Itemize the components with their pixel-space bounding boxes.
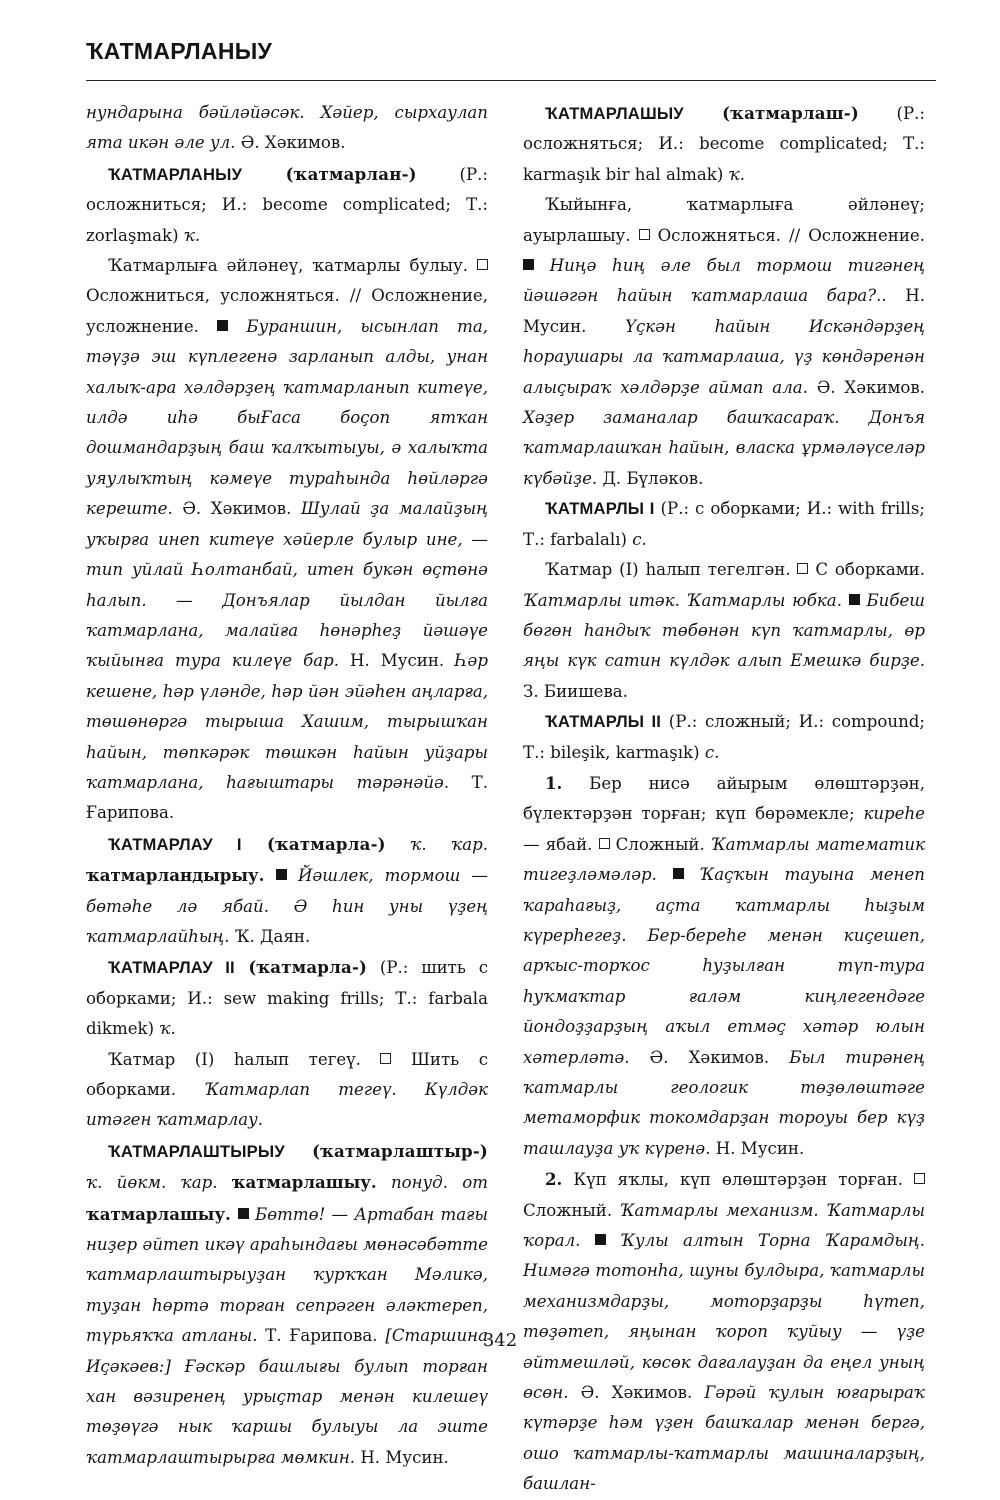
entry-katmarly-2 — [523, 707, 925, 768]
continued-entry — [86, 98, 488, 159]
russian-equivalent: Шить с оборками. — [86, 1049, 488, 1099]
source-author: Н. Мусин. — [339, 651, 456, 671]
source-author: Ҡ. Даян. — [229, 926, 311, 946]
example-text: Ҡаҫҡын тауына менеп ҡараһағыҙ, аҫта ҡатмарлы һыҙым күрерһегеҙ. Бер-береһе менән киҫешеп, арҡыс-торҡос һуҙылған түп-тура һуҡмаҡтар ғаләм киңлегендәге йондоҙҙарҙың аҡыл етмәҫ хәтәр юлын хәтерләтә. — [523, 865, 925, 1067]
entry-katmarlashtyryu — [86, 1136, 488, 1473]
example-text: Хәҙер заманалар башҡасараҡ. Донъя ҡатмарлашҡан һайын, власка ұрмәләүселәр күбәйҙе. — [523, 408, 925, 488]
source-author: Ә. Хәкимов. — [235, 133, 346, 153]
open-square-icon — [477, 259, 488, 270]
example-text: Шулай ҙа малайҙың уҡырға инеп китеүе хәйерле булыр ине, — тип уйлай Һолтанбай, итен букән өҫтөнә һалып. — Донъялар йылдан йылға ҡатмарлана, малайға һөнәрһеҙ йәшәүе ҡыйынға тура килеүе бар. — [86, 499, 489, 671]
russian-equivalent: С оборками. — [808, 560, 925, 580]
part-of-speech: с. — [632, 529, 647, 549]
entry-body — [523, 190, 925, 494]
definition: Ҡатмарлыға әйләнеү, ҡатмарлы булыу. — [108, 256, 477, 276]
headword: ҠАТМАРЛАУ I (ҡатмарла-) — [108, 833, 386, 854]
cross-reference: ҡатмарландырыу. — [86, 865, 276, 886]
definition: — ябай. — [523, 834, 599, 854]
headword: ҠАТМАРЛАШЫУ (ҡатмарлаш-) — [545, 103, 859, 123]
translations: (Р.: шить с оборками; И.: sew making frills; Т.: farbala dikmek) — [86, 958, 488, 1039]
translations: (Р.: с оборками; И.: with frills; Т.: farbalalı) — [523, 499, 925, 549]
filled-square-icon — [238, 1208, 249, 1219]
part-of-speech: ҡ. — [728, 164, 745, 184]
definition: Ҡыйынға, ҡатмарлыға әйләнеү; ауырлашыу. — [523, 195, 925, 245]
source-author: Ә. Хәкимов. — [568, 1383, 705, 1403]
part-of-speech: с. — [704, 742, 720, 762]
source-author: З. Биишева. — [523, 681, 628, 701]
example-text: Бураншин, ысынлап та, тәүҙә эш күплегенә зарланып алды, унан халыҡ-ара хәлдәрҙең ҡатмарланып китеүе, илдә иһә быҒаса боҫоп ятҡан дошмандарҙың баш ҡалҡытыуы, ә халыҡта уяулыҡтың кәмеүе тураһында һөйләргә кереште. — [86, 316, 488, 519]
definition: Күп яҡлы, күп өлөштәрҙән торған. — [562, 1170, 914, 1190]
entry-katmarlashyu — [523, 98, 925, 190]
filled-square-icon — [595, 1234, 606, 1245]
source-author: Д. Бүләков. — [597, 468, 704, 488]
source-author: Т. Ғарипова. — [257, 1326, 386, 1346]
headword: ҠАТМАРЛЫ II — [545, 712, 662, 732]
filled-square-icon — [849, 594, 860, 605]
page-number: 342 — [482, 1330, 518, 1351]
filled-square-icon — [276, 869, 287, 880]
translations: (Р.: осложняться; И.: become complicated; Т.: karmaşık bir hal almak) — [523, 104, 925, 184]
filled-square-icon — [217, 320, 228, 331]
running-head: ҠАТМАРЛАНЫУ — [86, 38, 273, 64]
part-of-speech: ҡ. — [159, 1019, 176, 1039]
open-square-icon — [914, 1173, 925, 1184]
definition: Ҡатмар (I) һалып тегеү. — [108, 1049, 381, 1069]
sense-number: 2. — [545, 1169, 563, 1190]
open-square-icon — [380, 1053, 391, 1064]
entry-body — [523, 555, 925, 707]
source-author: Ә. Хәкимов. — [172, 499, 301, 519]
example-text: [Старшина Иҫәкәев:] Ғәскәр башлығы булып торған хан вәзиренең урыҫтар менән килешеү төҙөүгә нык ҡаршы булыуы ла эште ҡатмарлаштырырға мөмкин. — [86, 1326, 488, 1467]
example-text: нундарына бәйләйәсәк. Хәйер, сырхаулап ята икән әле ул. — [86, 103, 488, 153]
cross-reference-label: ҡ. йөкм. ҡар. — [86, 1173, 232, 1193]
header-rule — [86, 80, 936, 81]
source-author: Н. Мусин. — [355, 1447, 449, 1467]
example-text: Ниңә һиң әле был тормош тигәнең йәшәгән һайын ҡатмарлаша бара?.. — [523, 256, 926, 306]
entry-body — [86, 1045, 488, 1136]
example-text: Бөттө! — Артабан тағы ниҙер әйтеп икәү араһындағы мөнәсәбәтте ҡатмарлаштырыуҙан ҡурҡҡан Мәликә, туҙан һөртә торған сепрәген әләктереп, түрьяҡҡа атланы. — [86, 1204, 489, 1346]
source-author: Ә. Хәкимов. — [629, 1047, 790, 1067]
example-text: Үҫкән һайын Искәндәрҙең һораушары ла ҡатмарлаша, үҙ көндәренән алыҫыраҡ хәлдәрҙе аймап ала. — [523, 316, 925, 397]
example-text: Ҡатмарлы математик тигеҙләмәләр. — [523, 834, 925, 885]
example-text: Ҡатмарлы механизм. Ҡатмарлы ҡорал. — [523, 1200, 925, 1251]
example-text: Был тирәнең ҡатмарлы геологик төҙөлөштәге метаморфик токомдарҙан тороуы бер күҙ ташлауҙа уҡ күренә. — [523, 1047, 925, 1158]
source-author: Н. Мусин. — [710, 1138, 805, 1158]
russian-equivalent: Сложный. — [523, 1200, 620, 1220]
example-text: Ҡатмарлап тегеү. Күлдәк итәген ҡатмарлау. — [86, 1080, 488, 1130]
example-text: Гәрәй ҡулын юғарыраҡ күтәрҙе һәм үҙен башҡалар менән бергә, ошо ҡатмарлы-ҡатмарлы машиналарҙың, башлан- — [523, 1383, 925, 1494]
entry-katmarlanyu — [86, 159, 488, 251]
translations: (Р.: сложный; И.: compound; Т.: bileşik, karmaşık) — [523, 712, 925, 762]
example-text: Ҡатмарлы итәк. Ҡатмарлы юбка. — [523, 590, 842, 610]
cross-reference-label: ҡ. ҡар. — [385, 834, 488, 854]
cross-reference-label: понуд. от — [376, 1173, 488, 1193]
russian-equivalent: Осложниться, усложняться. // Осложнение, усложнение. — [86, 286, 488, 336]
antonym-label: киреһе — [863, 804, 925, 824]
definition: Ҡатмар (I) һалып тегелгән. — [545, 560, 798, 580]
entry-katmarlau-2 — [86, 952, 488, 1044]
entry-katmarly-1 — [523, 494, 925, 555]
example-text: Бибеш бөгөн һандыҡ төбөнән күп ҡатмарлы, өр яңы күк сатин күлдәк алып Емешкә бирҙе. — [523, 590, 926, 671]
source-author: Т. Ғарипова. — [86, 772, 488, 823]
open-square-icon — [639, 229, 650, 240]
headword: ҠАТМАРЛАНЫУ (ҡатмарлан-) — [108, 163, 417, 184]
source-author: Ә. Хәкимов. — [807, 377, 926, 397]
open-square-icon — [599, 838, 610, 849]
example-text: Ҡулы алтын Торна Ҡарамдың. Нимәгә тотонһа, шуны булдыра, ҡатмарлы механизмдарҙы, моторҙарҙы һүтеп, төҙәтеп, яңынан ҡороп ҡуйыу — үҙе әйтмешләй, көсөк дағалауҙан да еңел уның өсөн. — [523, 1231, 925, 1403]
headword: ҠАТМАРЛАУ II (ҡатмарла-) — [108, 957, 368, 978]
definition: Бер нисә айырым өлөштәрҙән, бүлектәрҙән торған; күп бөрәмекле; — [523, 773, 925, 824]
part-of-speech: ҡ. — [183, 225, 201, 245]
filled-square-icon — [673, 868, 684, 879]
sense-1 — [523, 768, 925, 1164]
sense-number: 1. — [545, 772, 563, 793]
example-text: Йәшлек, тормош — бөтәһе лә ябай. Ә һин уны үҙең ҡатмарлайһың. — [86, 866, 488, 946]
entry-katmarlau-1 — [86, 829, 488, 953]
open-square-icon — [797, 563, 808, 574]
headword: ҠАТМАРЛАШТЫРЫУ (ҡатмарлаштыр-) — [108, 1140, 488, 1161]
right-column — [523, 98, 925, 1500]
translations: (Р.: осложниться; И.: become complicated; Т.: zorlaşmak) — [86, 164, 488, 245]
example-text: Һәр кешене, һәр үләнде, һәр йән эйәһен аңларға, төшөнөргә тырыша Хашим, тырышҡан һайын, төпкәрәк төшкән һайын уйҙары ҡатмарлана, һағыштары тәрәнәйә. — [86, 651, 488, 792]
filled-square-icon — [523, 259, 534, 270]
cross-reference: ҡатмарлашыу. — [231, 1172, 377, 1193]
russian-equivalent: Осложняться. // Осложнение. — [649, 225, 925, 245]
headword: ҠАТМАРЛЫ I — [545, 499, 655, 519]
source-author: Н. Мусин. — [523, 286, 925, 336]
russian-equivalent: Сложный. — [609, 834, 711, 854]
cross-reference: ҡатмарлашыу. — [86, 1203, 238, 1224]
entry-body — [86, 251, 488, 829]
left-column — [86, 98, 488, 1473]
